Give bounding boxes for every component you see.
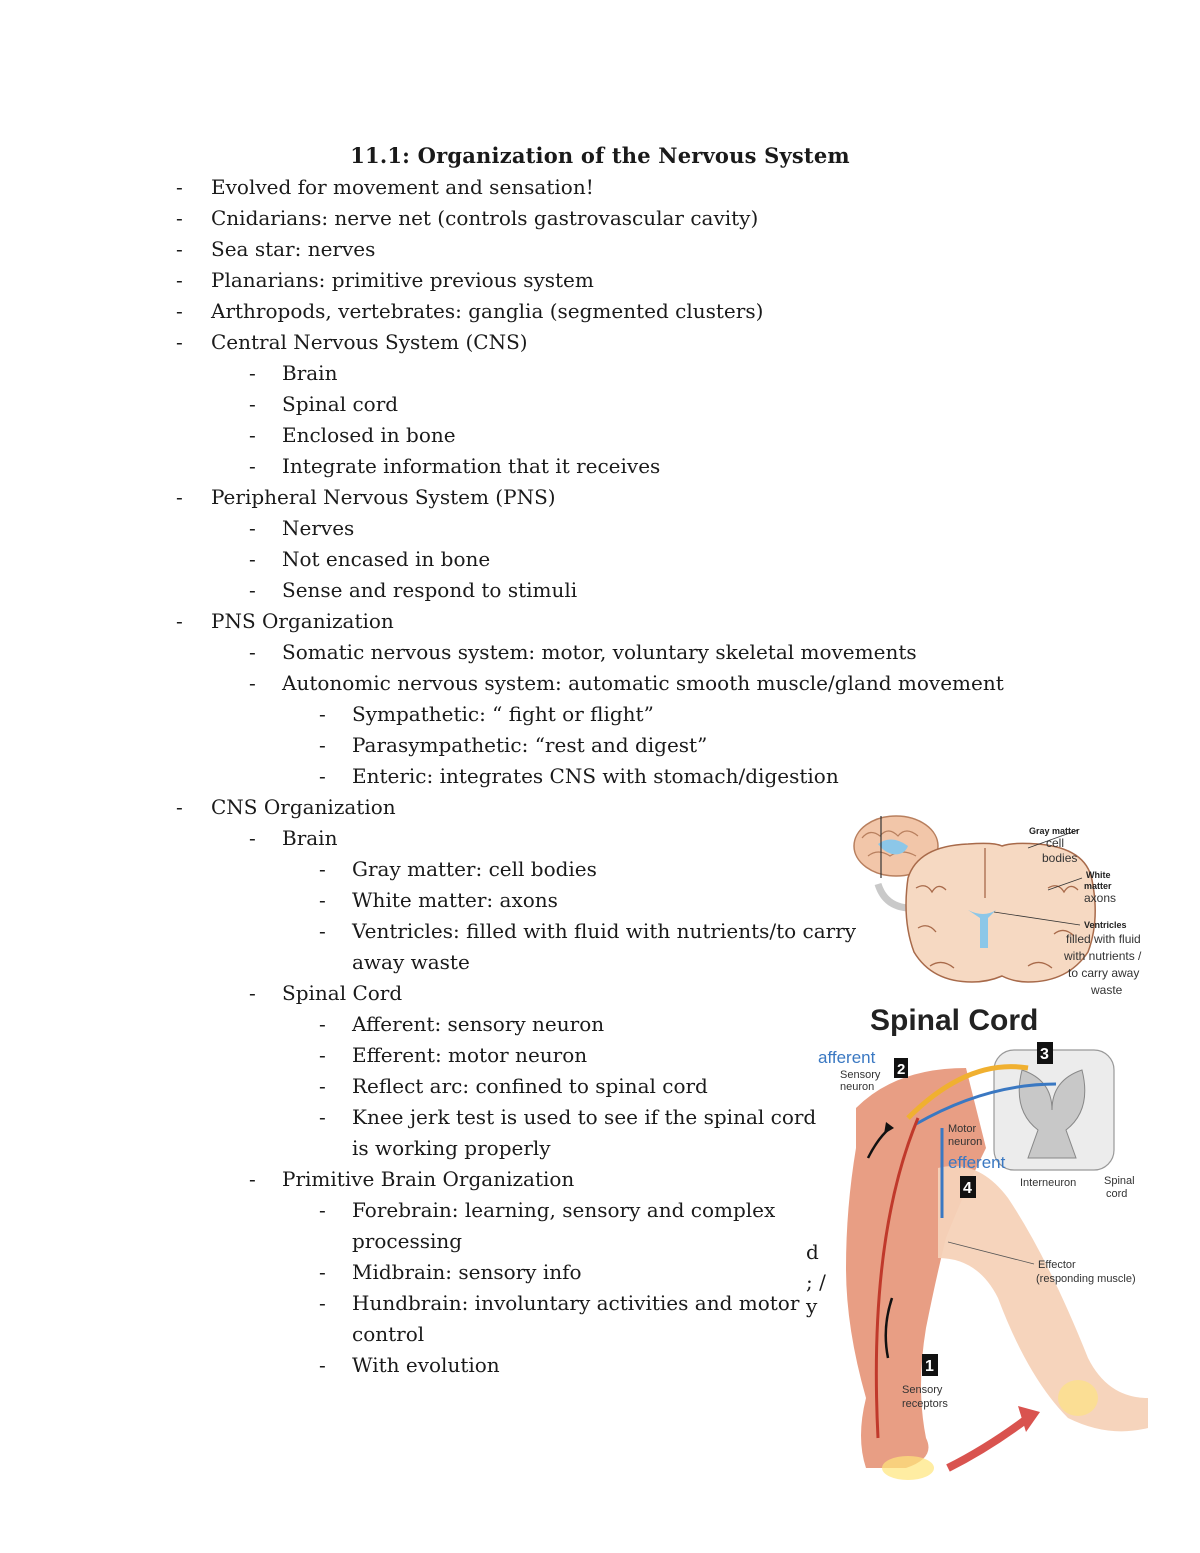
outline-text-continuation: processing xyxy=(352,1229,463,1253)
outline-text: Integrate information that it receives xyxy=(282,454,661,478)
outline-text: Sympathetic: “ fight or flight” xyxy=(352,702,654,726)
outline-text: Knee jerk test is used to see if the spinal cord xyxy=(352,1105,817,1129)
step-3-number: 3 xyxy=(1040,1046,1049,1063)
outline-item xyxy=(0,792,830,823)
bullet-dash: - xyxy=(176,485,183,509)
outline-item xyxy=(0,1164,830,1195)
outline-item xyxy=(0,1257,830,1288)
outline-item xyxy=(0,575,830,606)
outline-text: Nerves xyxy=(282,516,355,540)
bullet-dash: - xyxy=(319,888,326,912)
outline-text: Ventricles: filled with fluid with nutrients/to carry xyxy=(352,919,857,943)
brain-cross-section-figure xyxy=(848,808,1160,1003)
outline-item xyxy=(0,854,830,885)
outline-item xyxy=(0,1102,830,1133)
bullet-dash: - xyxy=(319,1353,326,1377)
outline-continuation xyxy=(0,947,830,978)
bullet-dash: - xyxy=(249,454,256,478)
bullet-dash: - xyxy=(319,1105,326,1129)
outline-text-continuation: control xyxy=(352,1322,425,1346)
outline-text: Somatic nervous system: motor, voluntary skeletal movements xyxy=(282,640,917,664)
sensory-neuron-label-2: neuron xyxy=(840,1081,875,1093)
outline-text: Midbrain: sensory info xyxy=(352,1260,582,1284)
outline-continuation xyxy=(0,1319,830,1350)
leg-skin-icon xyxy=(938,1166,1148,1431)
outline-text: Spinal Cord xyxy=(282,981,403,1005)
outline-text: Arthropods, vertebrates: ganglia (segmented clusters) xyxy=(211,299,764,323)
spinal-cord-label: Spinal xyxy=(1104,1175,1135,1187)
outline-text: Cnidarians: nerve net (controls gastrovascular cavity) xyxy=(211,206,759,230)
stray-mark: ; / xyxy=(806,1270,826,1294)
outline-item xyxy=(0,451,830,482)
outline-item xyxy=(0,172,830,203)
step-4-number: 4 xyxy=(963,1180,972,1197)
bullet-dash: - xyxy=(319,1012,326,1036)
outline-item xyxy=(0,606,830,637)
outline-item xyxy=(0,637,917,668)
bullet-dash: - xyxy=(319,919,326,943)
outline-item xyxy=(0,544,830,575)
outline-text: Brain xyxy=(282,361,338,385)
outline-continuation xyxy=(0,1133,830,1164)
bullet-dash: - xyxy=(176,609,183,633)
effector-label-2: (responding muscle) xyxy=(1036,1273,1136,1285)
outline-text: Gray matter: cell bodies xyxy=(352,857,597,881)
spinal-reflex-figure xyxy=(808,1008,1160,1488)
outline-item xyxy=(0,513,830,544)
bullet-dash: - xyxy=(249,423,256,447)
outline-text: Efferent: motor neuron xyxy=(352,1043,588,1067)
motor-neuron-label-2: neuron xyxy=(948,1136,983,1148)
outline-item xyxy=(0,1009,830,1040)
outline-text: Sea star: nerves xyxy=(211,237,376,261)
sensory-receptors-label: Sensory xyxy=(902,1384,943,1396)
label-ventricles: Ventricles xyxy=(1084,920,1127,930)
sensory-receptors-label-2: receptors xyxy=(902,1398,948,1410)
label-ventricle-desc-3: to carry away xyxy=(1068,966,1140,980)
bullet-dash: - xyxy=(249,361,256,385)
bullet-dash: - xyxy=(176,268,183,292)
outline-item xyxy=(0,389,830,420)
label-ventricle-desc-2: with nutrients / xyxy=(1064,949,1142,963)
outline-text: Planarians: primitive previous system xyxy=(211,268,594,292)
efferent-label: efferent xyxy=(948,1153,1006,1172)
step-2-number: 2 xyxy=(897,1061,906,1078)
bullet-dash: - xyxy=(319,702,326,726)
outline-item xyxy=(0,327,830,358)
outline-item xyxy=(0,296,830,327)
outline-text: Central Nervous System (CNS) xyxy=(211,330,528,354)
outline-item xyxy=(0,1071,830,1102)
figure-heading: Spinal Cord xyxy=(870,1008,1039,1037)
outline-item xyxy=(0,730,830,761)
outline-text: CNS Organization xyxy=(211,795,396,819)
bullet-dash: - xyxy=(249,1167,256,1191)
label-ventricle-desc-4: waste xyxy=(1091,983,1123,997)
bullet-dash: - xyxy=(176,795,183,819)
outline-text: Afferent: sensory neuron xyxy=(352,1012,605,1036)
outline-text: Parasympathetic: “rest and digest” xyxy=(352,733,708,757)
bullet-dash: - xyxy=(249,516,256,540)
outline-item xyxy=(0,761,839,792)
outline-item xyxy=(0,1195,830,1226)
bullet-dash: - xyxy=(319,733,326,757)
outline-item xyxy=(0,1288,830,1319)
kick-arrow-icon xyxy=(948,1418,1028,1468)
bullet-dash: - xyxy=(176,237,183,261)
outline-text: Primitive Brain Organization xyxy=(282,1167,575,1191)
outline-text: PNS Organization xyxy=(211,609,394,633)
outline-item xyxy=(0,420,830,451)
outline-text: Brain xyxy=(282,826,338,850)
bullet-dash: - xyxy=(176,175,183,199)
outline-item xyxy=(0,1350,830,1381)
bullet-dash: - xyxy=(176,330,183,354)
outline-continuation xyxy=(0,1226,830,1257)
bullet-dash: - xyxy=(176,299,183,323)
bullet-dash: - xyxy=(319,1043,326,1067)
outline-text: Evolved for movement and sensation! xyxy=(211,175,594,199)
effector-label: Effector xyxy=(1038,1259,1076,1271)
bullet-dash: - xyxy=(249,640,256,664)
outline-text: Not encased in bone xyxy=(282,547,491,571)
stray-mark: y xyxy=(806,1294,818,1318)
outline-item xyxy=(0,823,830,854)
label-ventricle-desc-1: filled with fluid xyxy=(1066,932,1141,946)
outline-text: With evolution xyxy=(352,1353,500,1377)
stray-mark: d xyxy=(806,1240,819,1264)
label-axons: axons xyxy=(1084,891,1117,905)
outline-item xyxy=(0,482,830,513)
label-gray-matter: Gray matter xyxy=(1029,826,1080,836)
label-cell: cell xyxy=(1046,836,1065,850)
bullet-dash: - xyxy=(249,671,256,695)
sensory-neuron-label: Sensory xyxy=(840,1069,881,1081)
outline-text: Spinal cord xyxy=(282,392,399,416)
bullet-dash: - xyxy=(319,1260,326,1284)
outline-item xyxy=(0,885,830,916)
outline-text: Peripheral Nervous System (PNS) xyxy=(211,485,556,509)
bullet-dash: - xyxy=(319,764,326,788)
bullet-dash: - xyxy=(249,392,256,416)
outline-item xyxy=(0,916,857,947)
outline-text: Autonomic nervous system: automatic smooth muscle/gland movement xyxy=(282,671,1004,695)
outline-text: Hundbrain: involuntary activities and motor xyxy=(352,1291,800,1315)
outline-item xyxy=(0,234,830,265)
label-bodies: bodies xyxy=(1042,851,1078,865)
bullet-dash: - xyxy=(249,547,256,571)
afferent-label: afferent xyxy=(818,1048,876,1067)
outline-notes xyxy=(0,172,1004,1381)
outline-text-continuation: away waste xyxy=(352,950,470,974)
outline-item xyxy=(0,699,830,730)
step-1-number: 1 xyxy=(925,1358,934,1375)
bullet-dash: - xyxy=(176,206,183,230)
outline-item xyxy=(0,358,830,389)
outline-item xyxy=(0,978,830,1009)
bullet-dash: - xyxy=(319,1198,326,1222)
outline-text: Reflect arc: confined to spinal cord xyxy=(352,1074,708,1098)
label-matter: matter xyxy=(1084,881,1112,891)
outline-item xyxy=(0,1040,830,1071)
outline-text: Forebrain: learning, sensory and complex xyxy=(352,1198,776,1222)
outline-item xyxy=(0,668,1004,699)
bullet-dash: - xyxy=(249,826,256,850)
outline-item xyxy=(0,203,830,234)
outline-item xyxy=(0,265,830,296)
bullet-dash: - xyxy=(319,1074,326,1098)
outline-text: White matter: axons xyxy=(352,888,558,912)
motor-neuron-label: Motor xyxy=(948,1123,977,1135)
bullet-dash: - xyxy=(249,578,256,602)
outline-text: Sense and respond to stimuli xyxy=(282,578,578,602)
bullet-dash: - xyxy=(319,857,326,881)
bullet-dash: - xyxy=(249,981,256,1005)
page-title: 11.1: Organization of the Nervous System xyxy=(350,143,850,168)
outline-text-continuation: is working properly xyxy=(352,1136,551,1160)
label-white: White xyxy=(1086,870,1111,880)
interneuron-label: Interneuron xyxy=(1020,1177,1077,1189)
spinal-cord-label-2: cord xyxy=(1106,1188,1128,1200)
bullet-dash: - xyxy=(319,1291,326,1315)
outline-text: Enclosed in bone xyxy=(282,423,456,447)
outline-text: Enteric: integrates CNS with stomach/digestion xyxy=(352,764,839,788)
